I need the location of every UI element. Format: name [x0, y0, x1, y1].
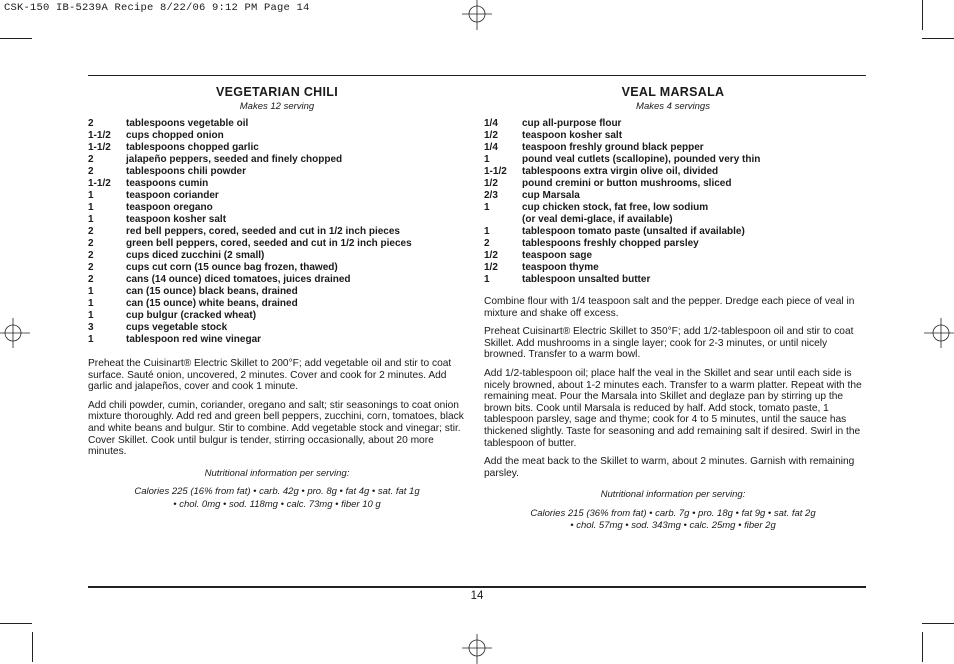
registration-mark-bottom: [462, 634, 492, 664]
ingredient-quantity: 1-1/2: [88, 178, 111, 189]
ingredient-row: [484, 166, 862, 178]
crop-mark: [922, 623, 954, 624]
ingredient-row: [88, 142, 466, 154]
ingredient-row: [88, 118, 466, 130]
nutrition-line: Calories 215 (36% from fat) • carb. 7g • pro. 18g • fat 9g • sat. fat 2g: [530, 507, 816, 519]
ingredient-row: [88, 226, 466, 238]
ingredient-text: tablespoons vegetable oil: [126, 118, 249, 129]
nutrition-title: Nutritional information per serving:: [600, 489, 746, 501]
ingredient-quantity: 1: [88, 334, 94, 345]
ingredient-quantity: 1: [484, 226, 490, 237]
ingredient-text: (or veal demi-glace, if available): [522, 214, 673, 225]
ingredient-quantity: 1-1/2: [484, 166, 507, 177]
recipe-title: VEGETARIAN CHILI: [216, 85, 338, 99]
ingredient-text: teaspoon kosher salt: [126, 214, 227, 225]
ingredient-row: [88, 274, 466, 286]
ingredient-text: cup bulgur (cracked wheat): [126, 310, 257, 321]
ingredient-quantity: 1: [88, 190, 94, 201]
registration-mark-right: [924, 318, 954, 348]
ingredient-quantity: 1-1/2: [88, 142, 111, 153]
nutrition-title: Nutritional information per serving:: [204, 467, 350, 479]
ingredient-quantity: 1: [484, 154, 490, 165]
ingredient-text: teaspoon coriander: [126, 190, 219, 201]
ingredient-row: [88, 202, 466, 214]
ingredient-text: pound veal cutlets (scallopine), pounded very thin: [522, 154, 761, 165]
ingredient-text: cup Marsala: [522, 190, 580, 201]
ingredient-text: tablespoon red wine vinegar: [126, 334, 262, 345]
ingredient-text: cup chicken stock, fat free, low sodium: [522, 202, 709, 213]
ingredient-row: [484, 202, 862, 214]
top-rule: [88, 75, 866, 76]
ingredient-quantity: 2: [88, 118, 94, 129]
ingredient-quantity: [484, 214, 522, 226]
crop-mark: [32, 632, 33, 662]
ingredient-row: [88, 250, 466, 262]
ingredient-row: [484, 190, 862, 202]
ingredient-row: [484, 238, 862, 250]
ingredient-quantity: 1/4: [484, 142, 498, 153]
ingredient-quantity: 1: [88, 214, 94, 225]
ingredient-text: jalapeño peppers, seeded and finely chopped: [126, 154, 343, 165]
ingredient-text: cans (14 ounce) diced tomatoes, juices drained: [126, 274, 351, 285]
ingredient-text: red bell peppers, cored, seeded and cut in 1/2 inch pieces: [126, 226, 400, 237]
ingredient-text: teaspoon kosher salt: [522, 130, 623, 141]
ingredient-quantity: 3: [88, 322, 94, 333]
ingredient-row: [484, 154, 862, 166]
ingredient-row: [484, 142, 862, 154]
ingredient-row: [88, 190, 466, 202]
ingredient-quantity: 1: [88, 286, 94, 297]
ingredient-text: teaspoon oregano: [126, 202, 213, 213]
ingredient-text: cup all-purpose flour: [522, 118, 622, 129]
registration-mark-left: [0, 318, 30, 348]
ingredient-row: [484, 118, 862, 130]
ingredient-row: [484, 274, 862, 286]
ingredient-list: [484, 118, 862, 286]
instruction-paragraph: Preheat the Cuisinart® Electric Skillet to 200°F; add vegetable oil and stir to coat surface. Sauté onion, uncovered, 2 minutes. Cover and cook for 2 minutes. Add garlic and jalapeños, cover and cook 1 minute.: [88, 358, 452, 393]
ingredient-row: [88, 130, 466, 142]
ingredient-row: [88, 334, 466, 346]
ingredient-quantity: 1/2: [484, 178, 498, 189]
ingredient-quantity: 2: [88, 262, 94, 273]
ingredient-row: [484, 250, 862, 262]
ingredient-quantity: 1: [88, 310, 94, 321]
ingredient-quantity: 1: [484, 274, 490, 285]
ingredient-row: [88, 298, 466, 310]
page-number: 14: [470, 590, 484, 602]
crop-mark: [922, 0, 923, 30]
ingredient-quantity: 1: [484, 202, 490, 213]
ingredient-quantity: 2/3: [484, 190, 498, 201]
ingredient-quantity: 1/2: [484, 130, 498, 141]
ingredient-quantity: 2: [88, 274, 94, 285]
crop-mark: [0, 623, 32, 624]
nutrition-line: • chol. 0mg • sod. 118mg • calc. 73mg • fiber 10 g: [173, 498, 381, 510]
ingredient-quantity: 1/4: [484, 118, 498, 129]
ingredient-text: tablespoon unsalted butter: [522, 274, 651, 285]
ingredient-quantity: 2: [88, 226, 94, 237]
ingredient-quantity: 1/2: [484, 262, 498, 273]
ingredient-quantity: 2: [88, 166, 94, 177]
ingredient-text: tablespoon tomato paste (unsalted if available): [522, 226, 745, 237]
recipe-yield: Makes 4 servings: [636, 101, 710, 112]
ingredient-text: cups cut corn (15 ounce bag frozen, thawed): [126, 262, 338, 273]
recipe-title: VEAL MARSALA: [621, 85, 725, 99]
print-slug: CSK-150 IB-5239A Recipe 8/22/06 9:12 PM Page 14: [4, 2, 310, 14]
ingredient-row: [88, 238, 466, 250]
ingredient-quantity: 2: [88, 238, 94, 249]
ingredient-row: [88, 178, 466, 190]
ingredient-text: teaspoon sage: [522, 250, 593, 261]
ingredient-row: [88, 214, 466, 226]
ingredient-quantity: 2: [88, 250, 94, 261]
nutrition-line: • chol. 57mg • sod. 343mg • calc. 25mg • fiber 2g: [570, 520, 776, 532]
ingredient-row: [88, 286, 466, 298]
ingredient-quantity: 2: [484, 238, 490, 249]
ingredient-text: green bell peppers, cored, seeded and cut in 1/2 inch pieces: [126, 238, 412, 249]
ingredient-text: pound cremini or button mushrooms, sliced: [522, 178, 732, 189]
registration-mark-top: [462, 0, 492, 30]
ingredient-quantity: 1/2: [484, 250, 498, 261]
ingredient-row: [484, 262, 862, 274]
crop-mark: [922, 38, 954, 39]
ingredient-quantity: 2: [88, 154, 94, 165]
ingredient-text: tablespoons chili powder: [126, 166, 247, 177]
ingredient-text: can (15 ounce) black beans, drained: [126, 286, 298, 297]
ingredient-quantity: 1: [88, 202, 94, 213]
ingredient-text: cups vegetable stock: [126, 322, 228, 333]
ingredient-row: [88, 154, 466, 166]
ingredient-text: can (15 ounce) white beans, drained: [126, 298, 298, 309]
ingredient-row: [88, 310, 466, 322]
recipe-vegetarian-chili: [88, 85, 466, 511]
recipe-yield: Makes 12 serving: [239, 101, 315, 112]
ingredient-text: tablespoons chopped garlic: [126, 142, 259, 153]
recipe-veal-marsala: [484, 85, 862, 533]
ingredient-row: [88, 166, 466, 178]
ingredient-quantity: 1-1/2: [88, 130, 111, 141]
ingredient-row: [484, 214, 862, 226]
ingredient-text: tablespoons freshly chopped parsley: [522, 238, 699, 249]
ingredient-text: teaspoons cumin: [126, 178, 209, 189]
ingredient-row: [484, 130, 862, 142]
instruction-paragraph: Add 1/2-tablespoon oil; place half the veal in the Skillet and sear until each side is nicely browned, about 1-2 minutes each. Transfer to a warm platter. Repeat with the remaining meat. Pour the Marsala into Skillet and deglaze pan by stirring up the brown bits. Cook until Marsala is reduced by half. Add stock, tomato paste, 1 tablespoon parsley, sage and thyme; cook for 4 to 5 minutes, until the sauce has thickened slightly. Taste for seasoning and add remaining salt if desired. Swirl in the tablespoon of butter.: [484, 367, 862, 449]
ingredient-text: teaspoon thyme: [522, 262, 599, 273]
bottom-rule: [88, 586, 866, 588]
crop-mark: [0, 38, 32, 39]
crop-mark: [922, 632, 923, 662]
ingredient-list: [88, 118, 466, 346]
ingredient-row: [484, 226, 862, 238]
ingredient-row: [88, 262, 466, 274]
instruction-paragraph: Combine flour with 1/4 teaspoon salt and the pepper. Dredge each piece of veal in mixture and shake off excess.: [484, 296, 855, 319]
ingredient-text: teaspoon freshly ground black pepper: [522, 142, 704, 153]
ingredient-quantity: 1: [88, 298, 94, 309]
ingredient-row: [484, 178, 862, 190]
instruction-paragraph: Add the meat back to the Skillet to warm, about 2 minutes. Garnish with remaining parsley.: [484, 456, 855, 479]
ingredient-row: [88, 322, 466, 334]
ingredient-text: tablespoons extra virgin olive oil, divided: [522, 166, 719, 177]
nutrition-line: Calories 225 (16% from fat) • carb. 42g • pro. 8g • fat 4g • sat. fat 1g: [134, 486, 420, 498]
instruction-paragraph: Preheat Cuisinart® Electric Skillet to 350°F; add 1/2-tablespoon oil and stir to coat Skillet. Add mushrooms in a single layer; cook for 2-3 minutes, or until nicely browned. Transfer to a warm bowl.: [484, 326, 854, 361]
ingredient-text: cups diced zucchini (2 small): [126, 250, 265, 261]
ingredient-text: cups chopped onion: [126, 130, 224, 141]
instruction-paragraph: Add chili powder, cumin, coriander, oregano and salt; stir seasonings to coat onion mixture thoroughly. Add red and green bell peppers, zucchini, corn, tomatoes, black and white beans and bulgur. Stir to combine. Add vegetable stock and vinegar; stir. Cover Skillet. Cook until bulgur is tender, stirring occasionally, about 20 more minutes.: [88, 399, 464, 458]
